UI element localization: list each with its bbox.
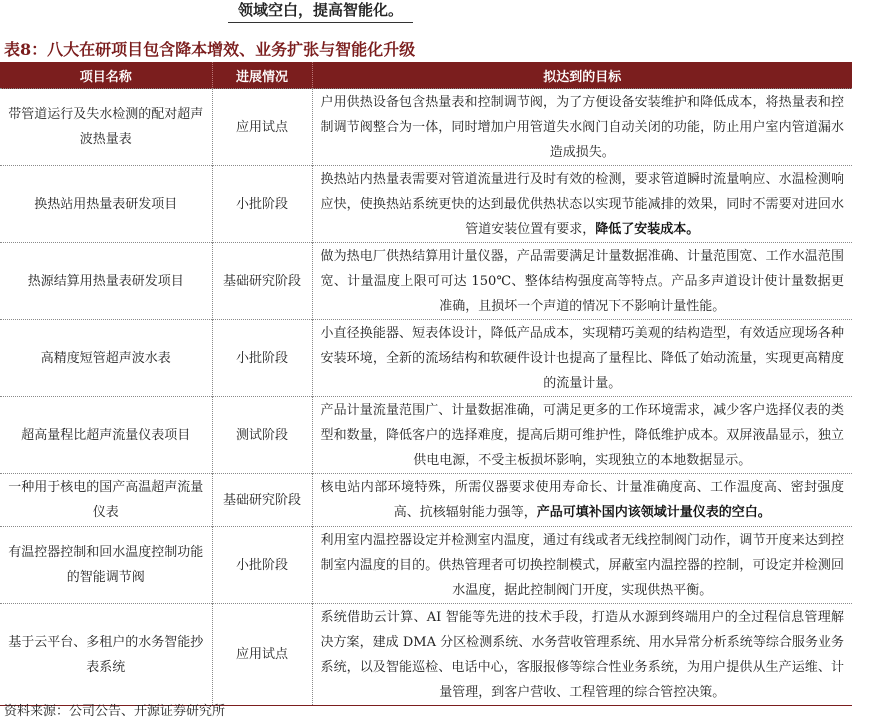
progress: 基础研究阶段 (212, 243, 312, 320)
header-project-name: 项目名称 (0, 62, 212, 89)
header-progress: 进展情况 (212, 62, 312, 89)
goal (312, 243, 852, 320)
goal-highlight: 降低了安装成本。 (595, 221, 700, 237)
project-name: 有温控器控制和回水温度控制功能的智能调节阀 (0, 527, 212, 604)
goal (312, 166, 852, 243)
progress: 基础研究阶段 (212, 474, 312, 527)
table-row (0, 527, 852, 604)
goal-text: 利用室内温控器设定并检测室内温度，通过有线或者无线控制阀门动作，调节开度来达到控制室内温度的目的。供热管理者可切换控制模式，屏蔽室内温控器的控制，可设定并检测回水温度，据此控制阀门开度，实现供热平衡。 (320, 532, 844, 598)
goal-text: 做为热电厂供热结算用计量仪器，产品需要满足计量数据准确、计量范围宽、工作水温范围宽、计量温度上限可可达 150℃、整体结构强度高等特点。产品多声道设计使计量数据更准确，且损坏一个声道的情况下不影响计量性能。 (320, 248, 844, 314)
table-caption: 表8：八大在研项目包含降本增效、业务扩张与智能化升级 (4, 40, 416, 59)
goal-text: 小直径换能器、短表体设计，降低产品成本，实现精巧美观的结构造型，有效适应现场各种安装环境，全新的流场结构和软硬件设计也提高了量程比、降低了始动流量，实现更高精度的流量计量。 (320, 325, 844, 391)
goal (312, 320, 852, 397)
source-note: 资料来源：公司公告、开源证券研究所 (4, 704, 226, 719)
table-row (0, 243, 852, 320)
table-row (0, 397, 852, 474)
progress: 应用试点 (212, 89, 312, 166)
progress: 小批阶段 (212, 166, 312, 243)
goal-text: 换热站内热量表需要对管道流量进行及时有效的检测，要求管道瞬时流量响应、水温检测响应快，使换热站系统更快的达到最优供热状态以实现节能减排的效果，同时不需要对进回水管道安装位置有要求， (320, 171, 844, 237)
table-header-row (0, 62, 852, 89)
project-name: 基于云平台、多租户的水务智能抄表系统 (0, 604, 212, 706)
project-table (0, 62, 852, 706)
header-goal: 拟达到的目标 (312, 62, 852, 89)
table-row (0, 89, 852, 166)
project-name: 热源结算用热量表研发项目 (0, 243, 212, 320)
project-name: 换热站用热量表研发项目 (0, 166, 212, 243)
table-row (0, 320, 852, 397)
goal-text: 核电站内部环境特殊，所需仪器要求使用寿命长、计量准确度高、工作温度高、密封强度高、抗核辐射能力强等， (320, 480, 844, 520)
table-row (0, 166, 852, 243)
progress: 小批阶段 (212, 527, 312, 604)
table-row (0, 604, 852, 706)
goal (312, 474, 852, 527)
goal-text: 系统借助云计算、AI 智能等先进的技术手段，打造从水源到终端用户的全过程信息管理解决方案，建成 DMA 分区检测系统、水务营收管理系统、用水异常分析系统等综合服务业务系统，以及智能巡检、电话中心，客服报修等综合性业务系统，为用户提供从生产运维、计量管理，到客户营收、工程管理的综合管控决策。 (320, 609, 844, 700)
goal (312, 89, 852, 166)
goal (312, 397, 852, 474)
project-name: 超高量程比超声流量仪表项目 (0, 397, 212, 474)
project-name: 带管道运行及失水检测的配对超声波热量表 (0, 89, 212, 166)
goal-text: 户用供热设备包含热量表和控制调节阀，为了方便设备安装维护和降低成本，将热量表和控制调节阀整合为一体，同时增加户用管道失水阀门自动关闭的功能，防止用户室内管道漏水造成损失。 (320, 94, 844, 160)
goal-text: 产品计量流量范围广、计量数据准确，可满足更多的工作环境需求，减少客户选择仪表的类型和数量，降低客户的选择难度，提高后期可维护性，降低维护成本。双屏液晶显示，独立供电电源，不受主板损坏影响，实现独立的本地数据显示。 (320, 402, 844, 468)
progress: 应用试点 (212, 604, 312, 706)
table-row (0, 474, 852, 527)
goal (312, 527, 852, 604)
goal-highlight: 产品可填补国内该领域计量仪表的空白。 (536, 505, 771, 520)
project-name: 高精度短管超声波水表 (0, 320, 212, 397)
progress: 测试阶段 (212, 397, 312, 474)
project-name: 一种用于核电的国产高温超声流量仪表 (0, 474, 212, 527)
progress: 小批阶段 (212, 320, 312, 397)
top-text: 领域空白，提高智能化。 (228, 0, 413, 23)
goal (312, 604, 852, 706)
